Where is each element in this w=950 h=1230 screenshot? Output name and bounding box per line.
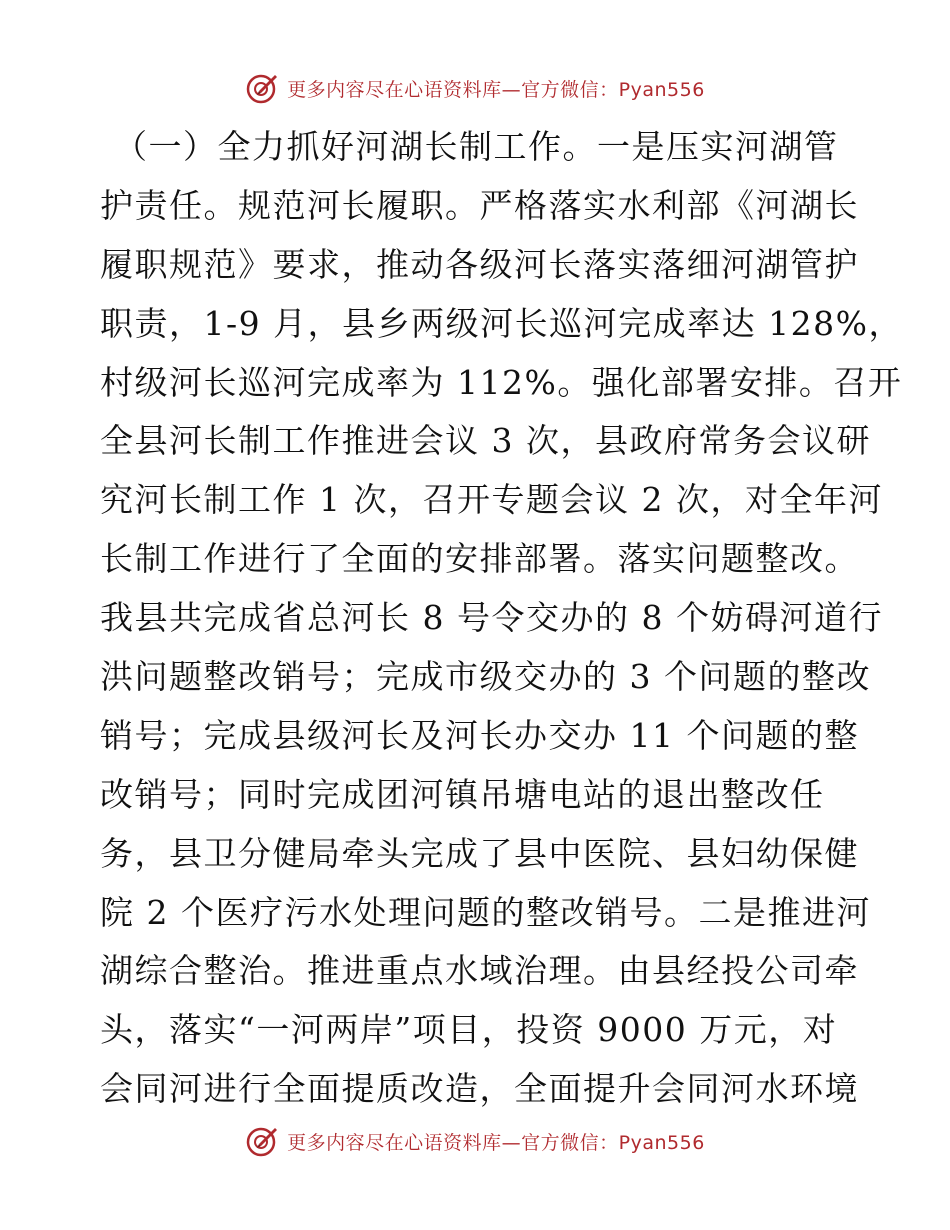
body-line: 院 2 个医疗污水处理问题的整改销号。二是推进河	[100, 892, 871, 932]
body-line: 村级河长巡河完成率为 112%。强化部署安排。召开	[100, 362, 903, 402]
pen-logo-icon	[245, 71, 279, 105]
body-line: 改销号；同时完成团河镇吊塘电站的退出整改任	[100, 774, 825, 814]
body-line: 全县河长制工作推进会议 3 次，县政府常务会议研	[100, 421, 871, 461]
body-line: 履职规范》要求，推动各级河长落实落细河湖管护	[100, 244, 859, 284]
body-line: 护责任。规范河长履职。严格落实水利部《河湖长	[100, 185, 859, 225]
body-line: 湖综合整治。推进重点水域治理。由县经投公司牵	[100, 951, 859, 991]
pen-logo-icon	[245, 1124, 279, 1158]
body-line: 头，落实“一河两岸”项目，投资 9000 万元，对	[100, 1010, 838, 1050]
body-line: 究河长制工作 1 次，召开专题会议 2 次，对全年河	[100, 480, 883, 520]
footer-watermark-text: 更多内容尽在心语资料库—官方微信：Pyan556	[287, 1131, 705, 1154]
body-line: 职责，1-9 月，县乡两级河长巡河完成率达 128%，	[100, 303, 903, 343]
body-line: 会同河进行全面提质改造，全面提升会同河水环境	[100, 1069, 859, 1109]
body-line: 长制工作进行了全面的安排部署。落实问题整改。	[100, 539, 859, 579]
body-line: 销号；完成县级河长及河长办交办 11 个问题的整	[100, 715, 859, 755]
document-body	[100, 118, 903, 1119]
body-line: 洪问题整改销号；完成市级交办的 3 个问题的整改	[100, 657, 871, 697]
body-line: （一）全力抓好河湖长制工作。一是压实河湖管	[114, 127, 839, 166]
header-watermark-banner	[0, 68, 950, 108]
header-watermark-text: 更多内容尽在心语资料库—官方微信：Pyan556	[287, 78, 705, 101]
body-line: 务，县卫分健局牵头完成了县中医院、县妇幼保健	[100, 833, 859, 873]
body-line: 我县共完成省总河长 8 号令交办的 8 个妨碍河道行	[100, 598, 883, 638]
footer-watermark-banner	[0, 1121, 950, 1161]
